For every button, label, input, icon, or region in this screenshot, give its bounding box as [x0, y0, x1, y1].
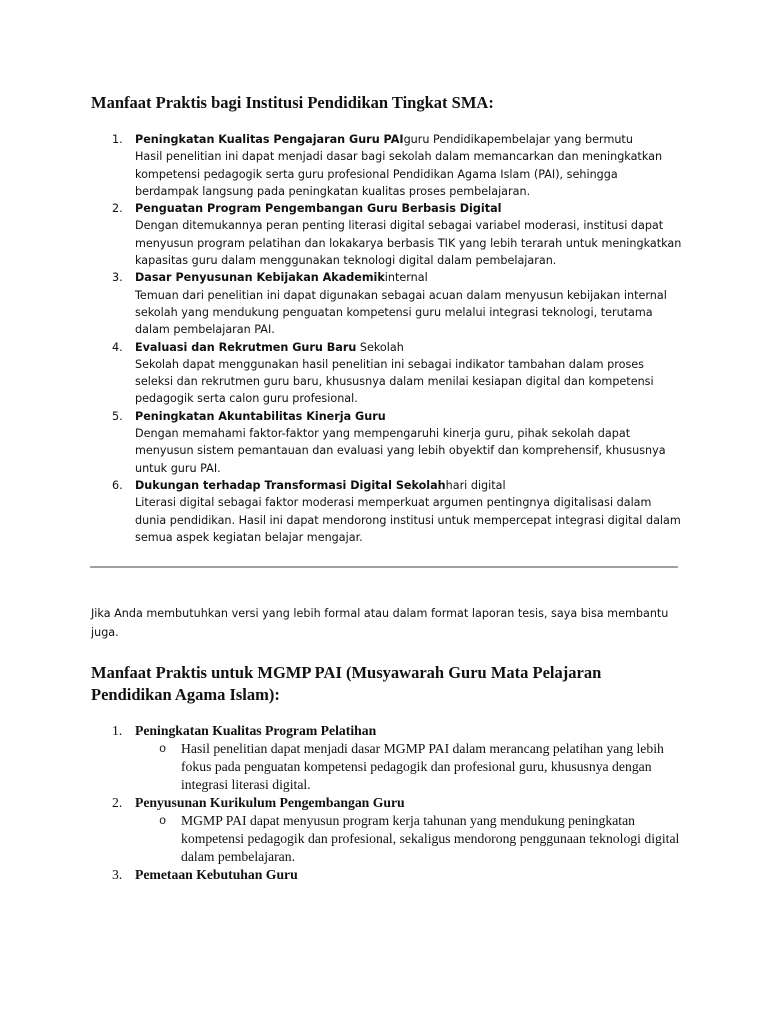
item-number: 3. — [112, 867, 123, 882]
sub-list — [135, 812, 685, 866]
item-number: 3. — [112, 271, 123, 285]
list-item — [112, 131, 683, 200]
item-title: Penguatan Program Pengembangan Guru Berbasis Digital — [135, 202, 502, 216]
item-number: 2. — [112, 202, 123, 216]
list-item — [112, 408, 683, 477]
circle-bullet-icon: o — [159, 814, 167, 828]
item-description: Temuan dari penelitian ini dapat digunakan sebagai acuan dalam menyusun kebijakan internal sekolah yang mendukung penguatan kompetensi guru melalui integrasi teknologi, terutama dalam pembelajaran PAI. — [135, 288, 667, 337]
list-item — [112, 339, 683, 408]
closing-note: Jika Anda membutuhkan versi yang lebih formal atau dalam format laporan tesis, saya bisa membantu juga. — [91, 607, 669, 639]
item-title: Dasar Penyusunan Kebijakan Akademik — [135, 271, 385, 285]
item-number: 4. — [112, 340, 123, 354]
sub-list-item — [159, 812, 685, 866]
section1-list — [112, 131, 683, 546]
list-item — [112, 269, 683, 338]
item-title: Peningkatan Akuntabilitas Kinerja Guru — [135, 409, 386, 423]
item-number: 5. — [112, 409, 123, 423]
item-description: Sekolah dapat menggunakan hasil penelitian ini sebagai indikator tambahan dalam proses seleksi dan rekrutmen guru baru, khususnya dalam menilai kesiapan digital dan kompetensi pedagogik serta calon guru profesional. — [135, 357, 654, 406]
item-suffix: internal — [384, 271, 428, 285]
item-number: 1. — [112, 723, 123, 738]
item-description: Dengan memahami faktor-faktor yang mempengaruhi kinerja guru, pihak sekolah dapat menyusun sistem pemantauan dan evaluasi yang lebih obyektif dan komprehensif, khususnya untuk guru PAI. — [135, 427, 666, 475]
item-number: 2. — [112, 795, 123, 810]
list-item — [112, 794, 685, 866]
list-item — [112, 722, 685, 794]
list-item — [112, 866, 685, 884]
item-description: Literasi digital sebagai faktor moderasi memperkuat argumen pentingnya digitalisasi dalam dunia pendidikan. Hasil ini dapat mendorong institusi untuk mempercepat integrasi digital dalam semua aspek kegiatan belajar mengajar. — [135, 496, 681, 544]
bullet-text: MGMP PAI dapat menyusun program kerja tahunan yang mendukung peningkatan kompetensi pedagogik dan profesional, sekaligus mendorong penggunaan teknologi digital dalam pembelajaran. — [181, 813, 680, 864]
sub-list — [135, 740, 685, 794]
item-title: Pemetaan Kebutuhan Guru — [135, 867, 298, 882]
item-description: Hasil penelitian ini dapat menjadi dasar bagi sekolah dalam memancarkan dan meningkatkan kompetensi pedagogik serta guru profesional Pendidikan Agama Islam (PAI), sehingga berdampak langsung pada peningkatan kualitas proses pembelajaran. — [135, 150, 663, 198]
item-suffix: guru Pendidikapembelajar yang bermutu — [403, 133, 633, 146]
item-title: Penyusunan Kurikulum Pengembangan Guru — [135, 795, 405, 810]
item-number: 1. — [112, 133, 123, 146]
bullet-text: Hasil penelitian dapat menjadi dasar MGMP PAI dalam merancang pelatihan yang lebih fokus pada penguatan kompetensi pedagogik dan profesional guru, khususnya dengan integrasi literasi digital. — [181, 741, 664, 792]
item-title: Peningkatan Kualitas Pengajaran Guru PAI — [135, 133, 404, 146]
item-title: Evaluasi dan Rekrutmen Guru Baru — [135, 340, 357, 354]
sub-list-item — [159, 740, 685, 794]
item-title: Peningkatan Kualitas Program Pelatihan — [135, 723, 377, 738]
item-suffix: Sekolah — [356, 340, 404, 354]
item-title: Dukungan terhadap Transformasi Digital Sekolah — [135, 478, 446, 492]
section2-heading: Manfaat Praktis untuk MGMP PAI (Musyawarah Guru Mata Pelajaran Pendidikan Agama Islam): — [91, 663, 602, 704]
list-item — [112, 477, 683, 546]
section1-heading: Manfaat Praktis bagi Institusi Pendidikan Tingkat SMA: — [91, 93, 494, 112]
horizontal-divider — [90, 566, 678, 568]
circle-bullet-icon: o — [159, 742, 167, 756]
item-suffix: hari digital — [445, 478, 506, 492]
list-item — [112, 200, 683, 269]
section2-list — [112, 722, 685, 884]
item-number: 6. — [112, 478, 123, 492]
item-description: Dengan ditemukannya peran penting literasi digital sebagai variabel moderasi, institusi dapat menyusun program pelatihan dan lokakarya berbasis TIK yang lebih terarah untuk meningkatkan kapasitas guru dalam menggunakan teknologi digital dalam pembelajaran. — [135, 219, 682, 268]
